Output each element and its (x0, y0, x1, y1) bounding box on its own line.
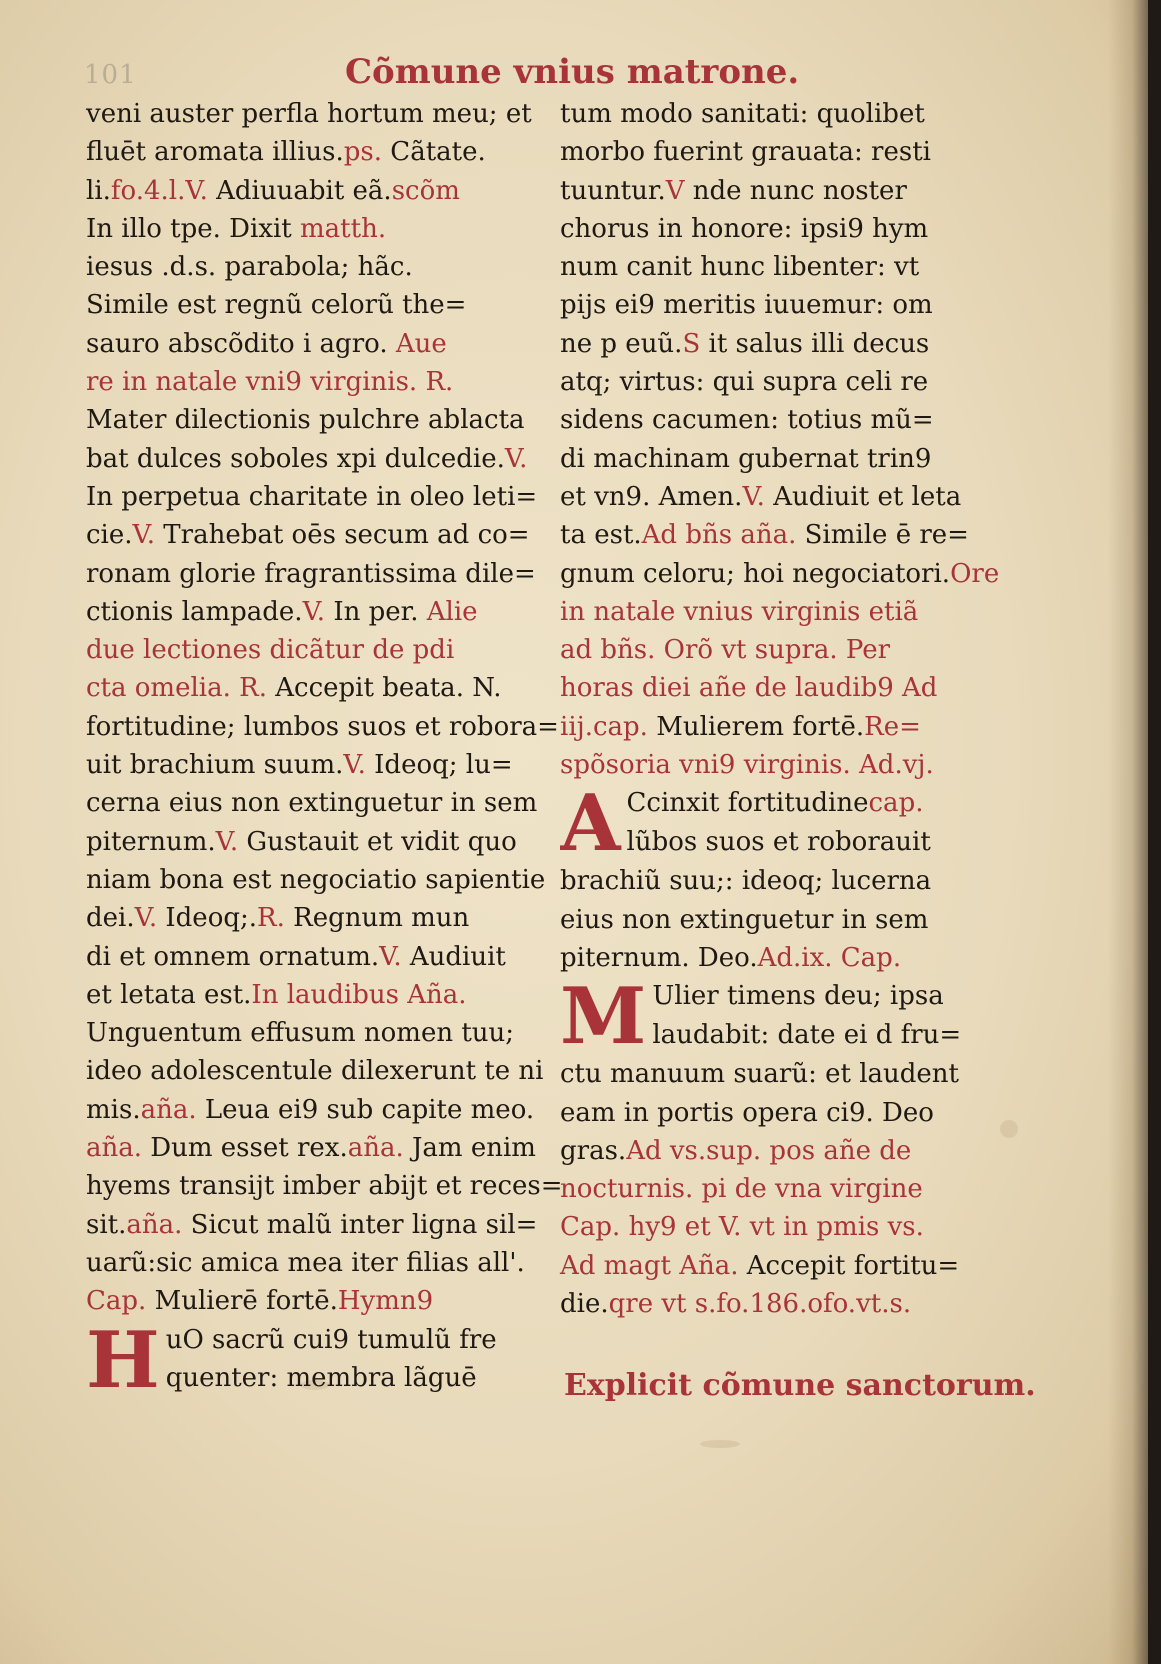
body-text: Ccinxit fortitudine (626, 788, 869, 819)
body-text: iesus .d.s. parabola; hãc. (86, 252, 413, 283)
rubric-text: Ad vs.sup. pos añe de (626, 1135, 912, 1166)
left-column-line (86, 631, 536, 669)
right-column-line (560, 1132, 1010, 1170)
rubric-text: qre vt s.fo.186.ofo.vt.s. (608, 1289, 912, 1320)
left-column-line (86, 172, 536, 210)
body-text: li. (86, 175, 111, 206)
body-text: In per. (325, 596, 427, 627)
body-text: veni auster perfla hortum meu; et (86, 99, 532, 129)
rubric-text: ps. (343, 137, 383, 168)
body-text: lũbos suos et roborauit (626, 826, 931, 857)
right-column (560, 95, 1010, 1323)
rubric-text: Cap. hy9 et V. vt in pmis vs. (560, 1212, 924, 1243)
right-column-line (560, 631, 1010, 669)
body-text: sauro abscõdito i agro. (86, 328, 396, 359)
capitulum-a-block (560, 784, 1010, 862)
explicit-line: Explicit cõmune sanctorum. (564, 1368, 1036, 1403)
left-column-line (86, 95, 536, 133)
rubric-text: Ore (950, 558, 1000, 589)
rubric-text: nocturnis. pi de vna virgine (560, 1174, 923, 1205)
rubric-text: V. (302, 596, 326, 627)
left-column-line (86, 784, 536, 822)
body-text: dei. (86, 903, 135, 934)
body-text: sit. (86, 1209, 127, 1240)
right-column-line (560, 440, 1010, 478)
rubric-text: aña. (86, 1133, 143, 1164)
left-column-line (86, 478, 536, 516)
rubric-text: spõsoria vni9 virginis. Ad.vj. (560, 750, 934, 781)
left-column-line (86, 1052, 544, 1090)
rubric-text: V. (742, 481, 765, 512)
body-text: Simile ē re= (796, 520, 969, 551)
right-column-line (560, 172, 1010, 210)
left-column-line (86, 1206, 536, 1244)
body-text: In perpetua charitate in oleo leti= (86, 481, 538, 512)
left-column-line (86, 669, 536, 707)
left-column-line (86, 210, 536, 248)
rubric-text: Hymn9 (337, 1286, 434, 1317)
body-text: ronam glorie fragrantissima dile= (86, 558, 536, 589)
body-text: Audiuit et leta (764, 481, 962, 512)
folio-number: 101 (84, 60, 137, 90)
rubric-text: scõm (391, 175, 460, 206)
rubric-text: Ad bñs aña. (641, 520, 797, 551)
rubric-text: Ad magt Aña. (560, 1250, 739, 1281)
body-text: Adiuuabit eã. (207, 175, 392, 206)
right-column-line (560, 1094, 1010, 1132)
body-text: Cãtate. (382, 137, 486, 168)
body-text: gnum celoru; hoi negociatori. (560, 558, 951, 589)
right-column-line (560, 555, 1010, 593)
rubric-text: V. (215, 826, 239, 857)
right-column-line (560, 746, 1010, 784)
rubric-text: fo.4.l.V. (110, 175, 208, 206)
body-text: Leua ei9 sub capite meo. (196, 1094, 535, 1125)
body-text: bat dulces soboles xpi dulcedie. (86, 443, 505, 474)
body-text: ta est. (560, 520, 642, 551)
body-text: Mulierē fortē. (146, 1286, 338, 1317)
body-text: Regnum mun (284, 903, 470, 934)
body-text: Audiuit (401, 941, 506, 972)
body-text: Jam enim (403, 1133, 536, 1164)
rubric-text: V. (134, 903, 158, 934)
body-text: Gustauit et vidit quo (238, 826, 517, 857)
rubric-text: V. (379, 941, 402, 972)
body-text: Unguentum effusum nomen tuu; (86, 1018, 515, 1049)
left-column-line (86, 133, 536, 171)
right-column-line (560, 669, 1010, 707)
rubric-text: V. (343, 750, 366, 781)
running-head: Cõmune vnius matrone. (345, 52, 800, 92)
rubric-text: horas diei añe de laudib9 Ad (560, 673, 938, 704)
body-text: ctu manuum suarũ: et laudent (560, 1059, 960, 1090)
right-column-line (560, 1285, 1010, 1323)
left-column (86, 95, 563, 1406)
body-text: tuuntur. (560, 175, 666, 206)
body-text: Trahebat oēs secum ad co= (155, 520, 530, 551)
rubric-text: in natale vnius virginis etiã (560, 596, 919, 627)
body-text: eam in portis opera ci9. Deo (560, 1097, 934, 1128)
rubric-text: matth. (300, 213, 387, 244)
rubric-text: aña. (140, 1094, 197, 1125)
right-column-line (560, 248, 1010, 286)
body-text: ne p euũ. (560, 328, 683, 359)
left-column-line (86, 976, 536, 1014)
body-text: uarũ:sic amica mea iter filias all'. (86, 1247, 525, 1278)
body-text: ctionis lampade. (86, 596, 303, 627)
hymn-line-1: uO sacrũ cui9 tumulũ fre (165, 1324, 497, 1355)
body-text: fluēt aromata illius. (86, 137, 344, 168)
body-text: ideo adolescentule dilexerunt te ni (86, 1056, 544, 1087)
body-text: Accepit beata. N. (266, 673, 502, 704)
capitulum-a-line (560, 823, 1010, 861)
body-text: num canit hunc libenter: vt (560, 252, 920, 283)
body-text: uit brachium suum. (86, 750, 344, 781)
right-column-line (560, 210, 1010, 248)
body-text: niam bona est negociatio sapientie (86, 864, 546, 895)
body-text: piternum. (86, 826, 216, 857)
rubric-text: Ad.ix. Cap. (757, 942, 902, 973)
left-column-line (86, 363, 536, 401)
body-text: Dum esset rex. (142, 1133, 348, 1164)
body-text: di machinam gubernat trin9 (560, 443, 932, 474)
rubric-text: S (682, 328, 701, 359)
rubric-text: cap. (868, 788, 924, 819)
body-text: Ideoq; lu= (365, 750, 513, 781)
right-column-line (560, 286, 1010, 324)
body-text: brachiũ suu;: ideoq; lucerna (560, 866, 932, 897)
body-text: Accepit fortitu= (738, 1250, 960, 1281)
body-text: Mulierem fortē. (647, 711, 865, 742)
body-text: Ulier timens deu; ipsa (652, 981, 944, 1012)
rubric-text: aña. (347, 1133, 404, 1164)
body-text: piternum. Deo. (560, 942, 758, 973)
capitulum-a-line (560, 784, 1010, 822)
capitulum-m-block (560, 977, 1010, 1055)
body-text: gras. (560, 1135, 627, 1166)
body-text: fortitudine; lumbos suos et robora= (86, 711, 559, 742)
body-text: cerna eius non extinguetur in sem (86, 788, 538, 819)
left-column-line (86, 325, 536, 363)
right-column-line (560, 325, 1010, 363)
body-text: mis. (86, 1094, 141, 1125)
body-text: atq; virtus: qui supra celi re (560, 367, 929, 398)
left-column-line (86, 708, 559, 746)
hymn-block (86, 1314, 536, 1406)
body-text: Simile est regnũ celorũ the= (86, 290, 467, 321)
rubric-text: In laudibus Aña. (251, 979, 467, 1010)
left-column-line (86, 1091, 536, 1129)
body-text: Ideoq;. (157, 903, 258, 934)
rubric-text: re in natale vni9 virginis. R. (86, 367, 454, 398)
right-column-line (560, 95, 1010, 133)
left-column-line (86, 1167, 563, 1205)
right-column-line (560, 593, 1010, 631)
rubric-text: V. (132, 520, 156, 551)
left-column-line (86, 1129, 536, 1167)
body-text: tum modo sanitati: quolibet (560, 99, 925, 129)
right-column-line (560, 1170, 1010, 1208)
body-text: morbo fuerint grauata: resti (560, 137, 931, 168)
left-column-line (86, 1014, 536, 1052)
left-column-line (86, 861, 546, 899)
left-column-line (86, 401, 536, 439)
book-edge (1148, 0, 1161, 1664)
body-text: sidens cacumen: totius mũ= (560, 405, 934, 436)
rubric-text: aña. (126, 1209, 183, 1240)
body-text: laudabit: date ei d fru= (652, 1019, 962, 1050)
rubric-text: Alie (426, 596, 478, 627)
body-text: Mater dilectionis pulchre ablacta (86, 405, 525, 436)
right-column-line (560, 901, 1010, 939)
body-text: Sicut malũ inter ligna sil= (182, 1209, 538, 1240)
capitulum-initial-m: M (560, 977, 647, 1056)
right-column-line (560, 516, 1010, 554)
right-column-line (560, 1208, 1010, 1246)
rubric-text: Aue (395, 328, 447, 359)
body-text: et letata est. (86, 979, 252, 1010)
body-text: eius non extinguetur in sem (560, 904, 929, 935)
left-column-line (86, 440, 536, 478)
body-text: et vn9. Amen. (560, 481, 743, 512)
rubric-text: Re= (864, 711, 921, 742)
left-column-line (86, 286, 536, 324)
rubric-text: R. (257, 903, 285, 934)
right-column-line (560, 708, 1010, 746)
rubric-text: due lectiones dicãtur de pdi (86, 635, 455, 666)
right-column-line (560, 939, 1010, 977)
left-column-line (86, 746, 536, 784)
body-text: die. (560, 1289, 609, 1320)
hymn-initial: H (86, 1314, 160, 1406)
left-column-line (86, 593, 536, 631)
body-text: nde nunc noster (684, 175, 907, 206)
right-column-line (560, 133, 1010, 171)
right-column-line (560, 862, 1010, 900)
rubric-text: V. (504, 443, 528, 474)
hymn-line-2: quenter: membra lãguē (165, 1362, 477, 1393)
rubric-text: cta omelia. R. (86, 673, 267, 704)
rubric-text: ad bñs. Orõ vt supra. Per (560, 635, 891, 666)
left-column-line (86, 516, 536, 554)
left-column-line (86, 248, 536, 286)
right-column-line (560, 363, 1010, 401)
rubric-text: Cap. (86, 1286, 147, 1317)
body-text: In illo tpe. Dixit (86, 213, 301, 244)
left-column-line (86, 938, 536, 976)
body-text: cie. (86, 520, 133, 551)
left-column-line (86, 899, 536, 937)
gutter-shadow (1108, 0, 1148, 1664)
left-column-line (86, 555, 536, 593)
body-text: hyems transijt imber abijt et reces= (86, 1171, 563, 1202)
left-column-line (86, 1244, 536, 1282)
left-column-line (86, 823, 536, 861)
body-text: di et omnem ornatum. (86, 941, 380, 972)
body-text: it salus illi decus (700, 328, 930, 359)
body-text: pijs ei9 meritis iuuemur: om (560, 290, 933, 321)
right-column-line (560, 1247, 1010, 1285)
capitulum-initial-a: A (560, 784, 621, 863)
rubric-text: iij.cap. (560, 711, 648, 742)
right-column-line (560, 1055, 1010, 1093)
rubric-text: V (665, 175, 685, 206)
body-text: chorus in honore: ipsi9 hym (560, 213, 929, 244)
right-column-line (560, 478, 1010, 516)
left-column-line (86, 1282, 536, 1320)
right-column-line (560, 401, 1010, 439)
